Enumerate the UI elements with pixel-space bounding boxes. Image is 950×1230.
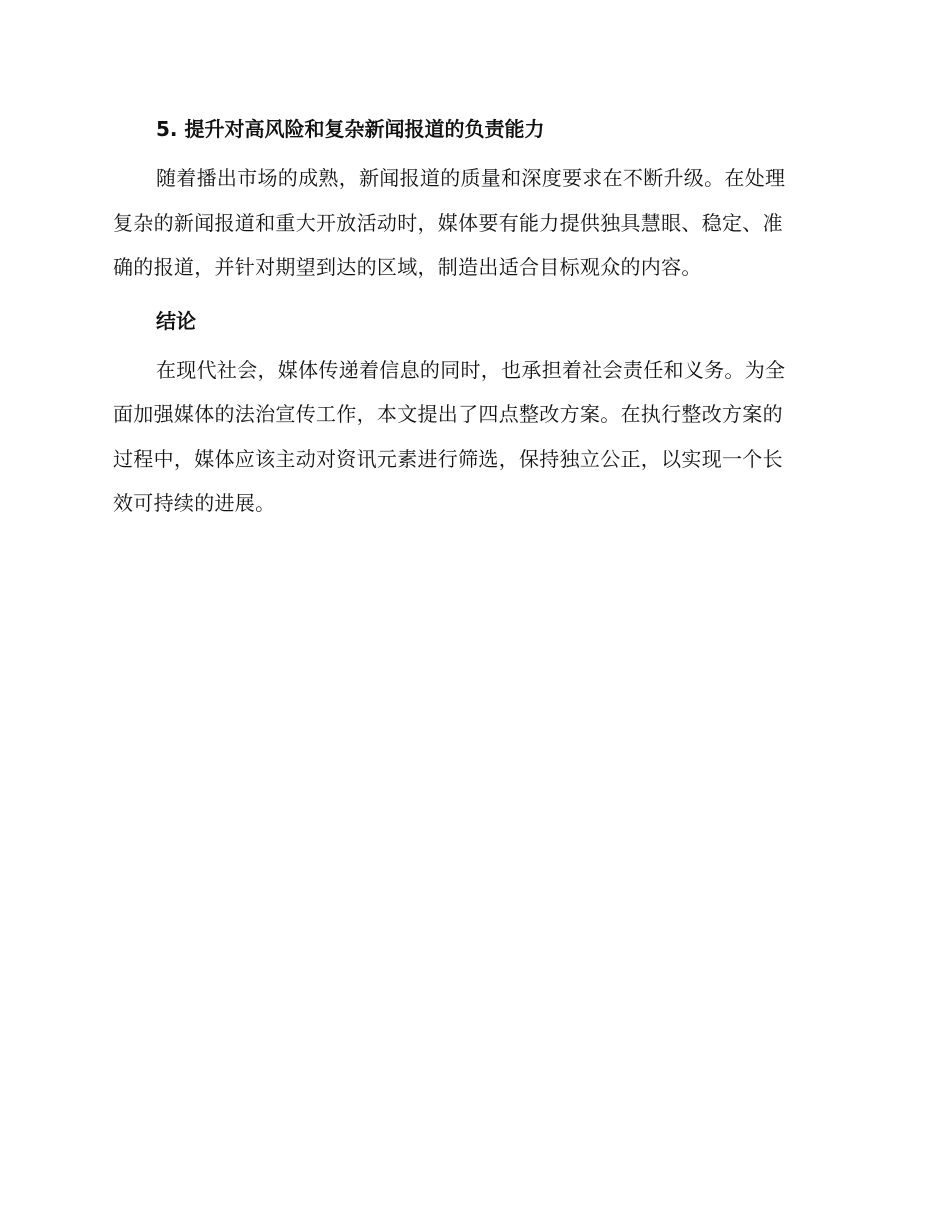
paragraph-line: 效可持续的进展。 — [113, 491, 276, 515]
paragraph-line: 过程中，媒体应该主动对资讯元素进行筛选，保持独立公正，以实现一个长 — [113, 446, 783, 471]
paragraph-line: 在现代社会，媒体传递着信息的同时，也承担着社会责任和义务。为全 — [156, 357, 786, 382]
section-heading-5: 5. 提升对高风险和复杂新闻报道的负责能力 — [156, 117, 545, 141]
conclusion-paragraph — [113, 348, 831, 526]
conclusion-heading: 结论 — [156, 308, 196, 333]
document-page — [113, 112, 831, 540]
paragraph-line: 随着播出市场的成熟，新闻报道的质量和深度要求在不断升级。在处理 — [156, 166, 786, 190]
section-5-paragraph — [113, 156, 831, 290]
paragraph-line: 面加强媒体的法治宣传工作，本文提出了四点整改方案。在执行整改方案的 — [113, 402, 783, 426]
paragraph-line: 确的报道，并针对期望到达的区域，制造出适合目标观众的内容。 — [113, 255, 702, 279]
paragraph-line: 复杂的新闻报道和重大开放活动时，媒体要有能力提供独具慧眼、稳定、准 — [113, 210, 783, 235]
